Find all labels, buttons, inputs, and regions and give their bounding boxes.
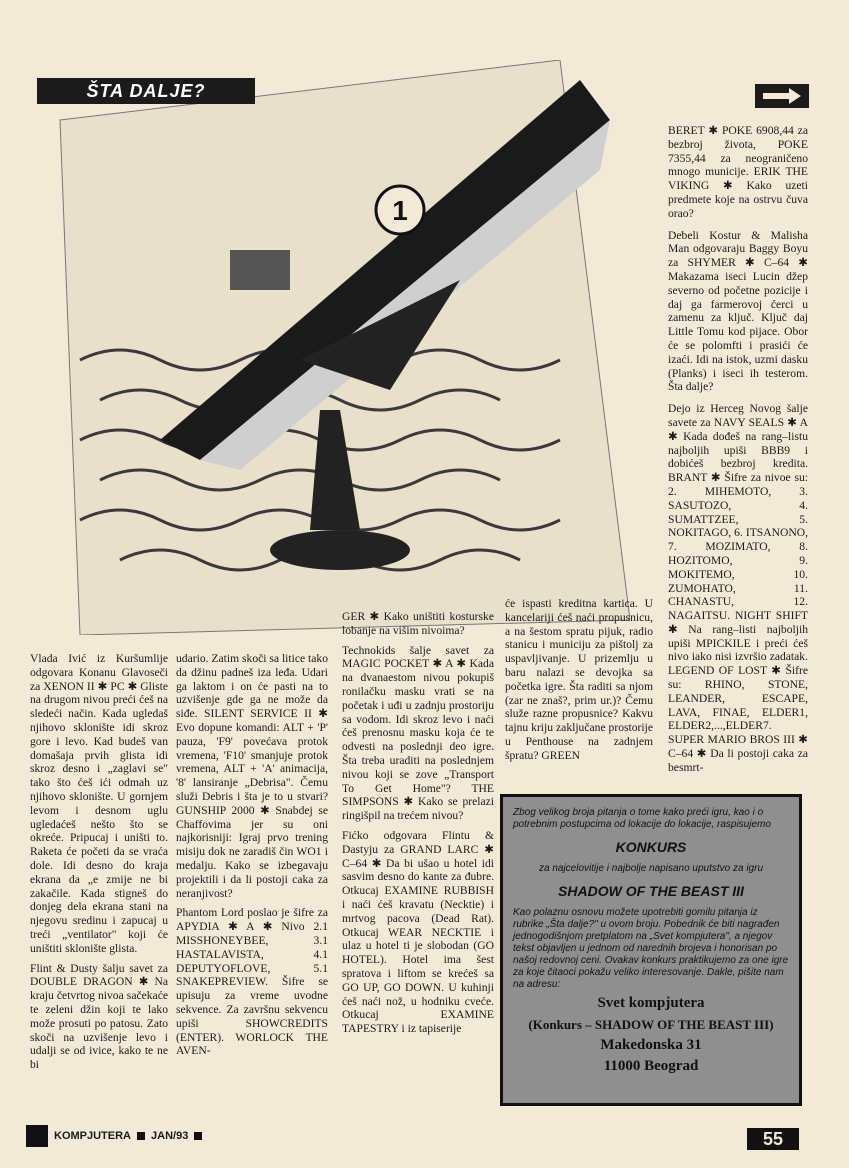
- column-4: [505, 597, 653, 763]
- contest-addr-2: (Konkurs – SHADOW OF THE BEAST III): [528, 1017, 774, 1032]
- article-paragraph: Fićko odgovara Flintu & Dastyju za GRAND LARC ✱ C–64 ✱ Da bi ušao u hotel idi sasvim desno do kante za đubre. Otkucaj EXAMINE RUBBISH i naći ćeš kravatu (Necktie) i mrtvog pacova (Dead Rat). Otkucaj WEAR NECKTIE i ulaz u hotel ti je slobodan (GO HOTEL). Hotel ima šest spratova i liftom se krećeš sa GO UP, GO DOWN. U kuhinji ćeš naći nož, u hodniku cveće. Otkucaj EXAMINE TAPESTRY i iz tapiserije: [342, 828, 494, 1036]
- article-paragraph: Flint & Dusty šalju savet za DOUBLE DRAGON ✱ Na kraju četvrtog nivoa sačekaće te zeleni džin koji te lako može prosuti po patosu. Zato skoči na uzvišenje levo i udalji se od ivice, kako te ne bi: [30, 961, 168, 1072]
- contest-intro: Zbog velikog broja pitanja o tome kako preći igru, kao i o potrebnim postupcima od lokacije do lokacije, raspisujemo: [513, 807, 771, 830]
- article-paragraph: Debeli Kostur & Malisha Man odgovaraju Baggy Boyu za SHYMER ✱ C–64 ✱ Makazama iseci Lucin džep severno od početne pozicije i daj ga farmerovoj ćerci u zamenu za ključ. Ključ daj Little Tomu kod pijace. Obor će se polomfti i prasići će izaći. Idi na istok, uzmi dasku (Planks) i iseci ih testerom. Šta dalje?: [668, 228, 808, 394]
- contest-addr-4: 11000 Beograd: [603, 1058, 699, 1074]
- page-number: 55: [747, 1128, 799, 1150]
- article-paragraph: udario. Zatim skoči sa litice tako da džinu padneš iza leđa. Udari ga laktom i on će pasti na to uzvišenje gde ga ne može da siđe. SILENT SERVICE II ✱ Evo dopune komandi: ALT + 'P' pauza, 'F9' povećava protok vremena, 'F10' smanjuje protok vremena, ALT + 'A' animacija, '8' lansiranje „Debrisa". Čemu služi Debris i šta je to u stvari? GUNSHIP 2000 ✱ Snabdej se Chaffovima jer su oni najkorisniji: Igraj prvo trening misiju dok ne zaradiš čin WO1 i medalju. Kako se izbegavaju projektili i da li postoji caka za neranjivost?: [176, 652, 328, 900]
- contest-addr-1: Svet kompjutera: [597, 995, 705, 1011]
- column-1: [30, 652, 168, 1072]
- article-paragraph: će ispasti kreditna kartica. U kancelariji ćeš naći propusnicu, a na šestom spratu pijuk, radio stanicu i municiju za pištolj za uspavljivanje. U prizemlju u baru nalazi se devojka sa početka igre. Šta raditi sa njom (zar ne znaš?, prim ur.)? Čemu služe razne propusnice? Kakvu tajnu kriju zaključane prostorije u Penthouse na zadnjem špratu? GREEN: [505, 597, 653, 762]
- column-5: [668, 124, 808, 775]
- article-paragraph: Technokids šalje savet za MAGIC POCKET ✱ A ✱ Kada na dvanaestom nivou pokupiš ronilačku masku vrati se na početak i uđi u zadnju prostoriju sa vodom. Idi skroz levo i naći ćeš prenosnu masku koja će te odvesti na poslednji deo igre. Šta treba uraditi na poslednjem nivou koji se zove „Transport To Get Home"? THE SIMPSONS ✱ Kako se prelazi ringišpil na trećem nivou?: [342, 643, 494, 823]
- contest-addr-3: Makedonska 31: [600, 1037, 702, 1053]
- contest-sub: za najcelovitije i najbolje napisano uputstvo za igru: [538, 863, 764, 874]
- contest-game: SHADOW OF THE BEAST III: [558, 883, 744, 899]
- section-title: ŠTA DALJE?: [37, 78, 255, 104]
- page-footer: [26, 1122, 202, 1150]
- contest-box: [500, 794, 802, 1106]
- article-paragraph: Phantom Lord poslao je šifre za APYDIA ✱ A ✱ Nivo 2.1 MISSHONEYBEE, 3.1 HASTALAVISTA, 4.1 DEPUTYOFLOVE, 5.1 SNAKEPREVIEW. Šifre se upisuju za vreme uvodne sekvence. Za završnu sekvencu upiši SHOWCREDITS (ENTER). WORLOCK THE AVEN-: [176, 906, 328, 1058]
- footer-issue: JAN/93: [151, 1130, 189, 1142]
- contest-title: KONKURS: [615, 839, 687, 855]
- article-paragraph: BERET ✱ POKE 6908,44 za bezbroj života, POKE 7355,44 za neograničeno mnogo municije. ERIK THE VIKING ✱ Kako uzeti predmete koje na ostrvu čuva orao?: [668, 124, 808, 220]
- article-paragraph: Vlada Ivić iz Kuršumlije odgovara Konanu Glavoseči za XENON II ✱ PC ✱ Gliste na drugom nivou preći ćeš na sledeći način. Kada ugledaš njihovo sklonište idi skroz gore i levo. Kad budeš van domašaja prvih glista idi skroz desno i „zaglavi se" tako što ćeš ići odmah uz njihovo sklonište. U gornjem levom i desnom uglu ugledaćeš nešto što se okreće. Pripucaj i uništi to. Raketa će početi da se vraća dole. Idi desno do kraja ekrana da „e zmije ne bi zakačile. Kada stigneš do donjeg dela ekrana stani na njegovu sredinu i zapucaj u treći „ventilator" koji će uništiti sklonište glista.: [30, 652, 168, 955]
- column-2: [176, 652, 328, 1058]
- column-3: [342, 610, 494, 1036]
- footer-separator: [137, 1132, 145, 1140]
- speedboat-illustration: [40, 60, 630, 635]
- article-paragraph: Dejo iz Herceg Novog šalje savete za NAVY SEALS ✱ A ✱ Kada dođeš na rang–listu najboljih upiši BBB9 i dobićeš bezbroj kredita. BRANT ✱ Šifre za nivoe su: 2. MIHEMOTO, 3. SASUTOZO, 4. SUMATTZEE, 5. NOKITAGO, 6. ITSANONO, 7. MOZIMATO, 8. HOZITOMO, 9. MOKITEMO, 10. ZUMOHATO, 11. CHANASTU, 12. NAGAITSU. NIGHT SHIFT ✱ Na rang–listi najboljih upiši MPICKILE i preći ćeš nivo iako nisi izvršio zadatak. LEGEND OF LOST ✱ Šifre su: RHINO, STONE, LEANDER, ESCAPE, LAVA, FINAE, ELDER1, ELDER2,...,ELDER7. SUPER MARIO BROS III ✱ C–64 ✱ Da li postoji caka za besmrt-: [668, 402, 808, 774]
- contest-body: Kao polaznu osnovu možete upotrebiti gomilu pitanja iz rubrike „Šta dalje?" u ovom broju. Pobednik će biti nagrađen jednogodišnjom pretplatom na „Svet kompjutera", a njegov tekst objavljen u jednom od narednih brojeva i honorisan po našoj redovnoj ceni. Ovakav konkurs praktikujemo za one igre za koje čitaoci pokažu veliko interesovanje. Dakle, pišite nam na adresu:: [513, 907, 789, 990]
- footer-separator: [194, 1132, 202, 1140]
- footer-brand: KOMPJUTERA: [54, 1130, 132, 1142]
- right-arrow-icon: [755, 84, 809, 108]
- footer-logo-block: [26, 1125, 48, 1147]
- boat-number: 1: [392, 195, 408, 226]
- article-paragraph: GER ✱ Kako uništiti kosturske lobanje na višim nivoima?: [342, 610, 494, 637]
